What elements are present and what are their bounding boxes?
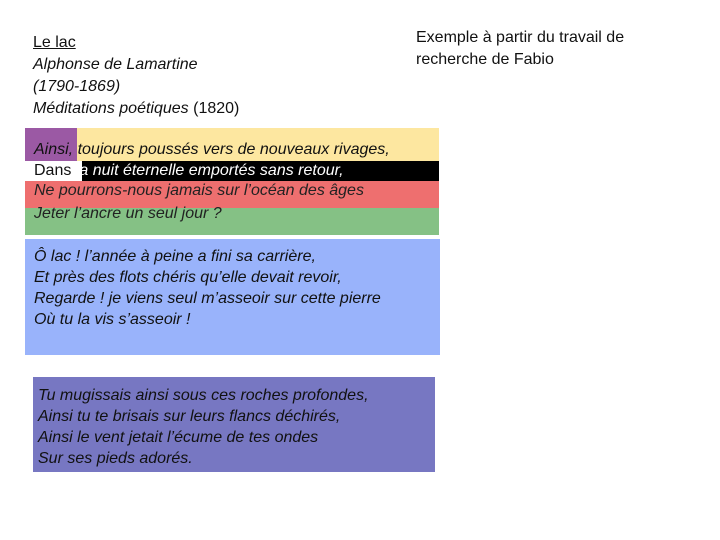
stanza-3-line-4: Sur ses pieds adorés.	[38, 450, 193, 467]
stanza-1-line-2-start: Dans	[34, 162, 72, 179]
stanza-2	[25, 239, 440, 355]
collection-name: Méditations poétiques	[33, 100, 189, 117]
stanza-1-line-2	[34, 161, 344, 181]
collection-year: (1820)	[193, 100, 240, 117]
stanza-2-line-2: Et près des flots chéris qu’elle devait revoir,	[34, 269, 342, 286]
stanza-2-line-3: Regarde ! je viens seul m’asseoir sur cette pierre	[34, 290, 381, 307]
stanza-1-line-4: Jeter l’ancre un seul jour ?	[34, 205, 222, 222]
stanza-2-line-1: Ô lac ! l’année à peine a fini sa carrière,	[34, 248, 316, 265]
poem-title: Le lac	[33, 34, 76, 51]
stanza-1	[25, 128, 439, 235]
stanza-3-line-2: Ainsi tu te brisais sur leurs flancs déchirés,	[38, 408, 341, 425]
credit-note	[416, 27, 676, 71]
stanza-3-line-1: Tu mugissais ainsi sous ces roches profondes,	[38, 387, 369, 404]
poem-author: Alphonse de Lamartine	[33, 56, 198, 73]
stanza-1-line-1: Ainsi, toujours poussés vers de nouveaux rivages,	[34, 141, 390, 158]
poem-header	[33, 32, 239, 120]
stanza-3-line-3: Ainsi le vent jetait l’écume de tes ondes	[38, 429, 319, 446]
stanza-2-line-4: Où tu la vis s’asseoir !	[34, 311, 191, 328]
stanza-1-line-2-rest: la nuit éternelle emportés sans retour,	[75, 162, 344, 179]
stanza-3	[33, 377, 435, 472]
credit-line-2: recherche de Fabio	[416, 51, 554, 68]
stanza-1-line-3: Ne pourrons-nous jamais sur l’océan des âges	[34, 182, 364, 199]
stanza-3-text	[38, 385, 369, 469]
credit-line-1: Exemple à partir du travail de	[416, 29, 625, 46]
collection-line	[33, 98, 239, 120]
stanza-2-text	[34, 246, 381, 330]
author-dates: (1790-1869)	[33, 78, 121, 95]
